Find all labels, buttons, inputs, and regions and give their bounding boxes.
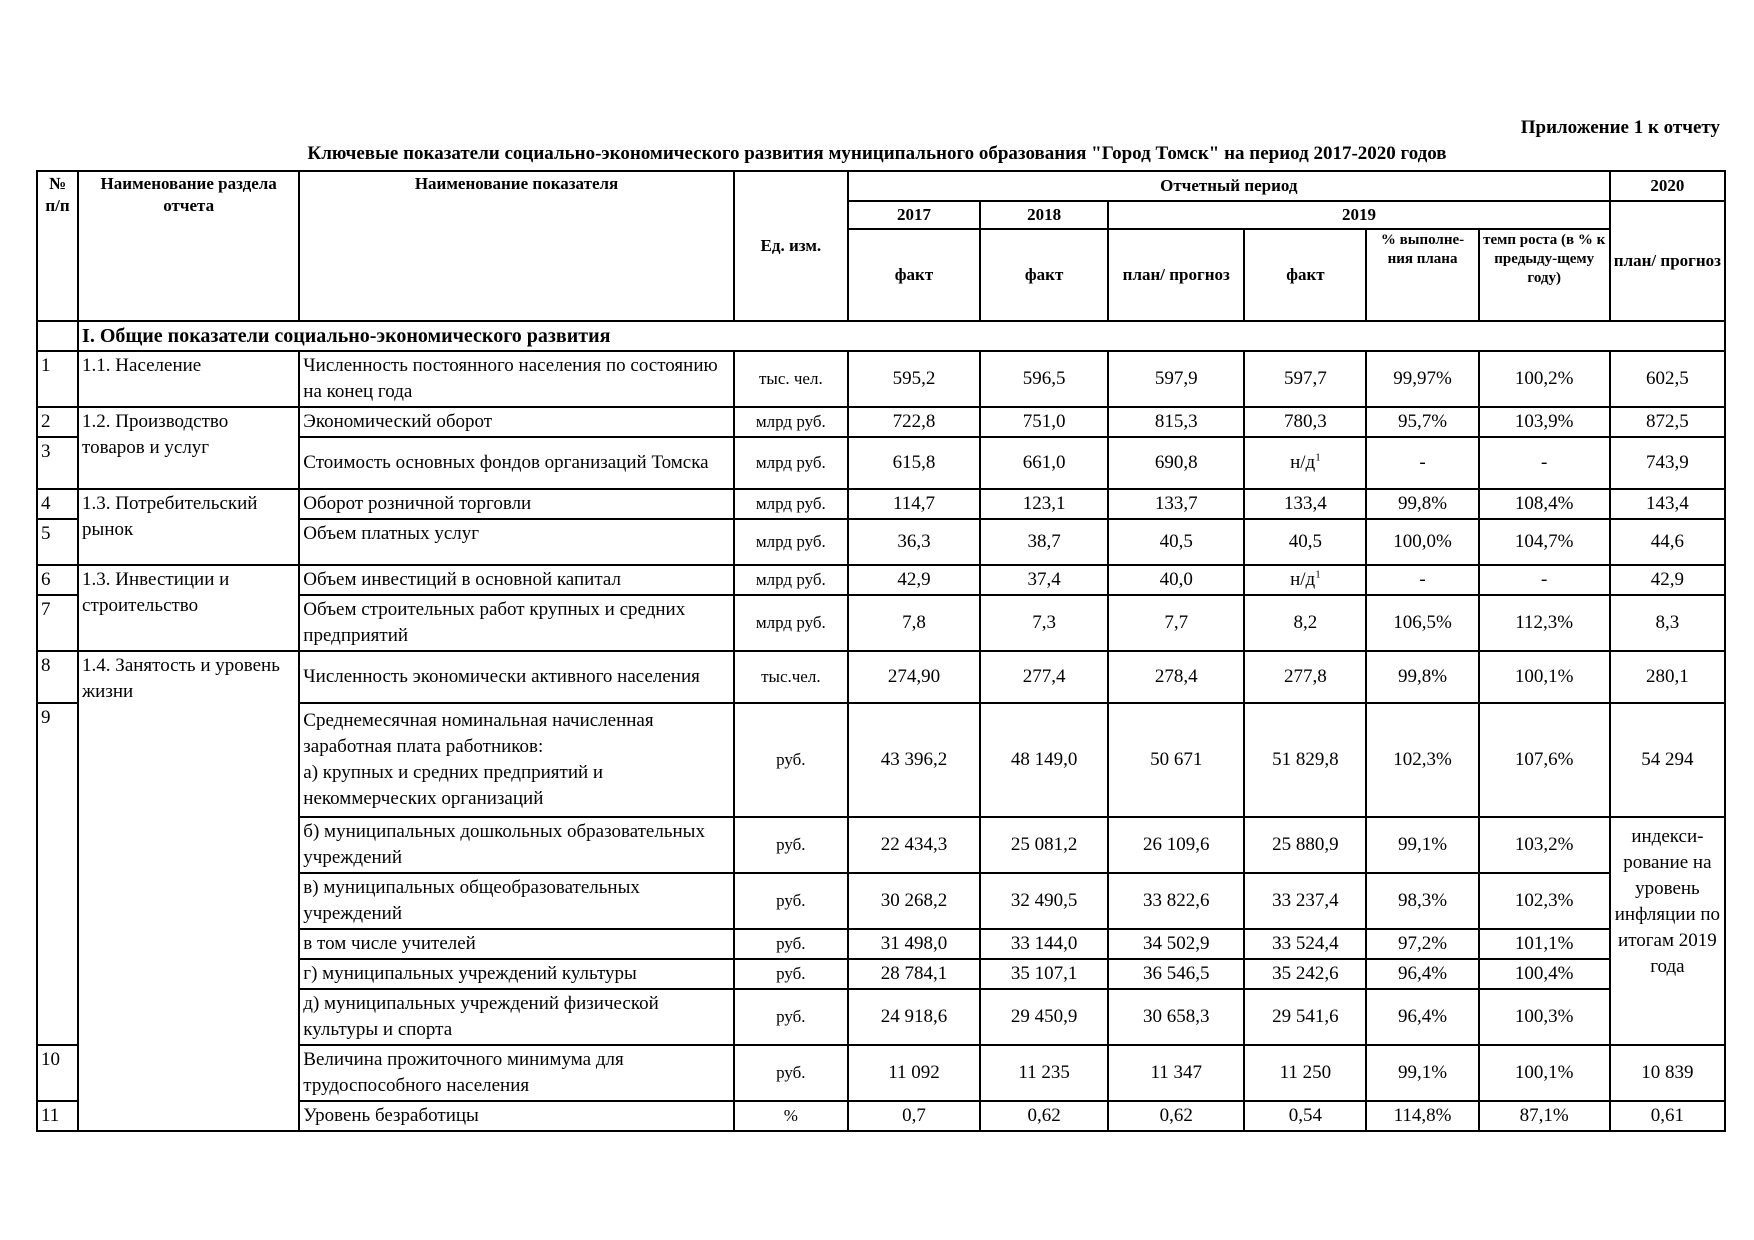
footnote-marker: 1 <box>1315 568 1321 581</box>
growth-rate: 100,1% <box>1479 1045 1610 1101</box>
pct-plan: 100,0% <box>1366 519 1478 565</box>
indicator-name: в том числе учителей <box>299 929 733 959</box>
pct-plan: 99,8% <box>1366 489 1478 519</box>
fact-2017: 24 918,6 <box>848 989 980 1045</box>
growth-rate: 108,4% <box>1479 489 1610 519</box>
plan-2020: 872,5 <box>1610 407 1725 437</box>
row-num: 8 <box>37 651 78 703</box>
indicator-name: Оборот розничной торговли <box>299 489 733 519</box>
plan-2019: 36 546,5 <box>1108 959 1244 989</box>
table-row <box>37 489 1725 519</box>
fact-2017: 28 784,1 <box>848 959 980 989</box>
fact-2019: 277,8 <box>1244 651 1366 703</box>
fact-2018: 29 450,9 <box>980 989 1108 1045</box>
indicator-name: д) муниципальных учреждений физической культуры и спорта <box>299 989 733 1045</box>
table-row <box>37 565 1725 595</box>
table-row <box>37 651 1725 703</box>
row-num: 3 <box>37 437 78 489</box>
header-plan-forecast-2020: план/ прогноз <box>1610 201 1725 321</box>
fact-2018: 123,1 <box>980 489 1108 519</box>
fact-2019: 8,2 <box>1244 595 1366 651</box>
header-unit: Ед. изм. <box>734 171 848 321</box>
pct-plan: 106,5% <box>1366 595 1478 651</box>
unit: млрд руб. <box>734 519 848 565</box>
fact-2017: 43 396,2 <box>848 703 980 817</box>
growth-rate: 100,1% <box>1479 651 1610 703</box>
indicator-name: Среднемесячная номинальная начисленная заработная плата работников: а) крупных и средних предприятий и некоммерческих организаций <box>299 703 733 817</box>
header-section: Наименование раздела отчета <box>78 171 299 321</box>
row-num: 1 <box>37 351 78 407</box>
indicator-name: Объем инвестиций в основной капитал <box>299 565 733 595</box>
fact-2017: 36,3 <box>848 519 980 565</box>
fact-2017: 722,8 <box>848 407 980 437</box>
header-2019: 2019 <box>1108 201 1610 229</box>
appendix-label: Приложение 1 к отчету <box>1520 117 1720 138</box>
fact-2018: 751,0 <box>980 407 1108 437</box>
fact-2017: 615,8 <box>848 437 980 489</box>
pct-plan: - <box>1366 437 1478 489</box>
pct-plan: 114,8% <box>1366 1101 1478 1131</box>
fact-2019-cell <box>1244 437 1366 489</box>
section-row <box>37 321 1725 351</box>
unit: тыс. чел. <box>734 351 848 407</box>
header-growth-rate: темп роста (в % к предыду-щему году) <box>1479 229 1610 321</box>
growth-rate: 107,6% <box>1479 703 1610 817</box>
fact-2019: 51 829,8 <box>1244 703 1366 817</box>
plan-2020: 44,6 <box>1610 519 1725 565</box>
unit: млрд руб. <box>734 565 848 595</box>
plan-2020: 280,1 <box>1610 651 1725 703</box>
fact-2018: 48 149,0 <box>980 703 1108 817</box>
growth-rate: 87,1% <box>1479 1101 1610 1131</box>
plan-2020: 42,9 <box>1610 565 1725 595</box>
unit: руб. <box>734 817 848 873</box>
fact-2017: 11 092 <box>848 1045 980 1101</box>
plan-2019: 40,0 <box>1108 565 1244 595</box>
fact-2019: н/д <box>1290 452 1316 473</box>
header-num: № п/п <box>37 171 78 321</box>
table-row <box>37 351 1725 407</box>
fact-2017: 7,8 <box>848 595 980 651</box>
group-production: 1.2. Производство товаров и услуг <box>78 407 299 489</box>
unit: тыс.чел. <box>734 651 848 703</box>
fact-2018: 277,4 <box>980 651 1108 703</box>
plan-2020: 743,9 <box>1610 437 1725 489</box>
plan-2019: 33 822,6 <box>1108 873 1244 929</box>
fact-2019: 780,3 <box>1244 407 1366 437</box>
growth-rate: - <box>1479 565 1610 595</box>
growth-rate: 103,2% <box>1479 817 1610 873</box>
pct-plan: - <box>1366 565 1478 595</box>
fact-2019: 11 250 <box>1244 1045 1366 1101</box>
table-row <box>37 407 1725 437</box>
pct-plan: 99,1% <box>1366 817 1478 873</box>
growth-rate: 100,2% <box>1479 351 1610 407</box>
group-investment: 1.3. Инвестиции и строительство <box>78 565 299 651</box>
row-num: 6 <box>37 565 78 595</box>
plan-2019: 0,62 <box>1108 1101 1244 1131</box>
pct-plan: 95,7% <box>1366 407 1478 437</box>
pct-plan: 96,4% <box>1366 959 1478 989</box>
indicator-name: б) муниципальных дошкольных образовательных учреждений <box>299 817 733 873</box>
fact-2018: 661,0 <box>980 437 1108 489</box>
plan-2019: 34 502,9 <box>1108 929 1244 959</box>
indicator-name: Величина прожиточного минимума для трудоспособного населения <box>299 1045 733 1101</box>
fact-2019: 0,54 <box>1244 1101 1366 1131</box>
row-num: 7 <box>37 595 78 651</box>
fact-2018: 25 081,2 <box>980 817 1108 873</box>
indicator-name: г) муниципальных учреждений культуры <box>299 959 733 989</box>
section-title: I. Общие показатели социально-экономического развития <box>78 321 1725 351</box>
fact-2017: 30 268,2 <box>848 873 980 929</box>
unit: руб. <box>734 929 848 959</box>
indicator-name: Уровень безработицы <box>299 1101 733 1131</box>
indicator-name: Стоимость основных фондов организаций Томска <box>299 437 733 489</box>
header-row-1 <box>37 171 1725 201</box>
plan-2019: 815,3 <box>1108 407 1244 437</box>
header-fact-2019: факт <box>1244 229 1366 321</box>
unit: % <box>734 1101 848 1131</box>
growth-rate: 103,9% <box>1479 407 1610 437</box>
row-num: 5 <box>37 519 78 565</box>
unit: млрд руб. <box>734 407 848 437</box>
plan-2019: 133,7 <box>1108 489 1244 519</box>
indexation-note: индекси-рование на уровень инфляции по итогам 2019 года <box>1610 817 1725 1045</box>
fact-2018: 11 235 <box>980 1045 1108 1101</box>
fact-2017: 0,7 <box>848 1101 980 1131</box>
fact-2018: 7,3 <box>980 595 1108 651</box>
plan-2019: 30 658,3 <box>1108 989 1244 1045</box>
fact-2018: 38,7 <box>980 519 1108 565</box>
unit: руб. <box>734 703 848 817</box>
plan-2019: 7,7 <box>1108 595 1244 651</box>
header-indicator: Наименование показателя <box>299 171 733 321</box>
unit: млрд руб. <box>734 437 848 489</box>
fact-2018: 0,62 <box>980 1101 1108 1131</box>
pct-plan: 99,8% <box>1366 651 1478 703</box>
fact-2019: 33 524,4 <box>1244 929 1366 959</box>
plan-2020: 8,3 <box>1610 595 1725 651</box>
growth-rate: 101,1% <box>1479 929 1610 959</box>
fact-2017: 42,9 <box>848 565 980 595</box>
indicator-name: Численность постоянного населения по состоянию на конец года <box>299 351 733 407</box>
pct-plan: 97,2% <box>1366 929 1478 959</box>
header-2017: 2017 <box>848 201 980 229</box>
plan-2019: 26 109,6 <box>1108 817 1244 873</box>
section-num-cell <box>37 321 78 351</box>
unit: млрд руб. <box>734 489 848 519</box>
plan-2020: 0,61 <box>1610 1101 1725 1131</box>
row-num: 2 <box>37 407 78 437</box>
plan-2020: 10 839 <box>1610 1045 1725 1101</box>
plan-2019: 278,4 <box>1108 651 1244 703</box>
fact-2017: 114,7 <box>848 489 980 519</box>
indicators-table <box>36 170 1726 1132</box>
plan-2019: 597,9 <box>1108 351 1244 407</box>
group-population: 1.1. Население <box>78 351 299 407</box>
row-num: 4 <box>37 489 78 519</box>
fact-2018: 35 107,1 <box>980 959 1108 989</box>
pct-plan: 99,97% <box>1366 351 1478 407</box>
plan-2019: 11 347 <box>1108 1045 1244 1101</box>
unit: млрд руб. <box>734 595 848 651</box>
plan-2019: 50 671 <box>1108 703 1244 817</box>
fact-2018: 32 490,5 <box>980 873 1108 929</box>
plan-2019: 40,5 <box>1108 519 1244 565</box>
group-consumer-market: 1.3. Потребительский рынок <box>78 489 299 565</box>
group-employment: 1.4. Занятость и уровень жизни <box>78 651 299 1131</box>
header-2018: 2018 <box>980 201 1108 229</box>
plan-2020: 602,5 <box>1610 351 1725 407</box>
fact-2017: 31 498,0 <box>848 929 980 959</box>
unit: руб. <box>734 873 848 929</box>
growth-rate: 100,4% <box>1479 959 1610 989</box>
fact-2019: 597,7 <box>1244 351 1366 407</box>
header-fact-2018: факт <box>980 229 1108 321</box>
fact-2019: 133,4 <box>1244 489 1366 519</box>
indicator-name: в) муниципальных общеобразовательных учреждений <box>299 873 733 929</box>
growth-rate: 104,7% <box>1479 519 1610 565</box>
fact-2019: 29 541,6 <box>1244 989 1366 1045</box>
growth-rate: 100,3% <box>1479 989 1610 1045</box>
pct-plan: 98,3% <box>1366 873 1478 929</box>
header-reporting-period: Отчетный период <box>848 171 1610 201</box>
plan-2019: 690,8 <box>1108 437 1244 489</box>
pct-plan: 102,3% <box>1366 703 1478 817</box>
indicator-name: Экономический оборот <box>299 407 733 437</box>
fact-2019: 33 237,4 <box>1244 873 1366 929</box>
fact-2019-cell <box>1244 565 1366 595</box>
growth-rate: 102,3% <box>1479 873 1610 929</box>
row-num: 11 <box>37 1101 78 1131</box>
fact-2019: 35 242,6 <box>1244 959 1366 989</box>
header-fact-2017: факт <box>848 229 980 321</box>
unit: руб. <box>734 959 848 989</box>
growth-rate: 112,3% <box>1479 595 1610 651</box>
fact-2019: 25 880,9 <box>1244 817 1366 873</box>
row-num: 9 <box>37 703 78 1045</box>
fact-2017: 274,90 <box>848 651 980 703</box>
pct-plan: 99,1% <box>1366 1045 1478 1101</box>
fact-2018: 33 144,0 <box>980 929 1108 959</box>
fact-2017: 22 434,3 <box>848 817 980 873</box>
indicator-name: Объем платных услуг <box>299 519 733 565</box>
document-title: Ключевые показатели социально-экономического развития муниципального образования "Город Томск" на период 2017-2020 годов <box>307 143 1447 164</box>
header-2020: 2020 <box>1610 171 1725 201</box>
pct-plan: 96,4% <box>1366 989 1478 1045</box>
fact-2019: 40,5 <box>1244 519 1366 565</box>
unit: руб. <box>734 989 848 1045</box>
indicator-name: Численность экономически активного населения <box>299 651 733 703</box>
unit: руб. <box>734 1045 848 1101</box>
fact-2017: 595,2 <box>848 351 980 407</box>
footnote-marker: 1 <box>1315 451 1321 464</box>
fact-2018: 596,5 <box>980 351 1108 407</box>
fact-2018: 37,4 <box>980 565 1108 595</box>
row-num: 10 <box>37 1045 78 1101</box>
plan-2020: 143,4 <box>1610 489 1725 519</box>
header-plan-2019: план/ прогноз <box>1108 229 1244 321</box>
plan-2020: 54 294 <box>1610 703 1725 817</box>
fact-2019: н/д <box>1290 569 1316 590</box>
indicator-name: Объем строительных работ крупных и средних предприятий <box>299 595 733 651</box>
header-pct-plan: % выполне-ния плана <box>1366 229 1478 321</box>
growth-rate: - <box>1479 437 1610 489</box>
